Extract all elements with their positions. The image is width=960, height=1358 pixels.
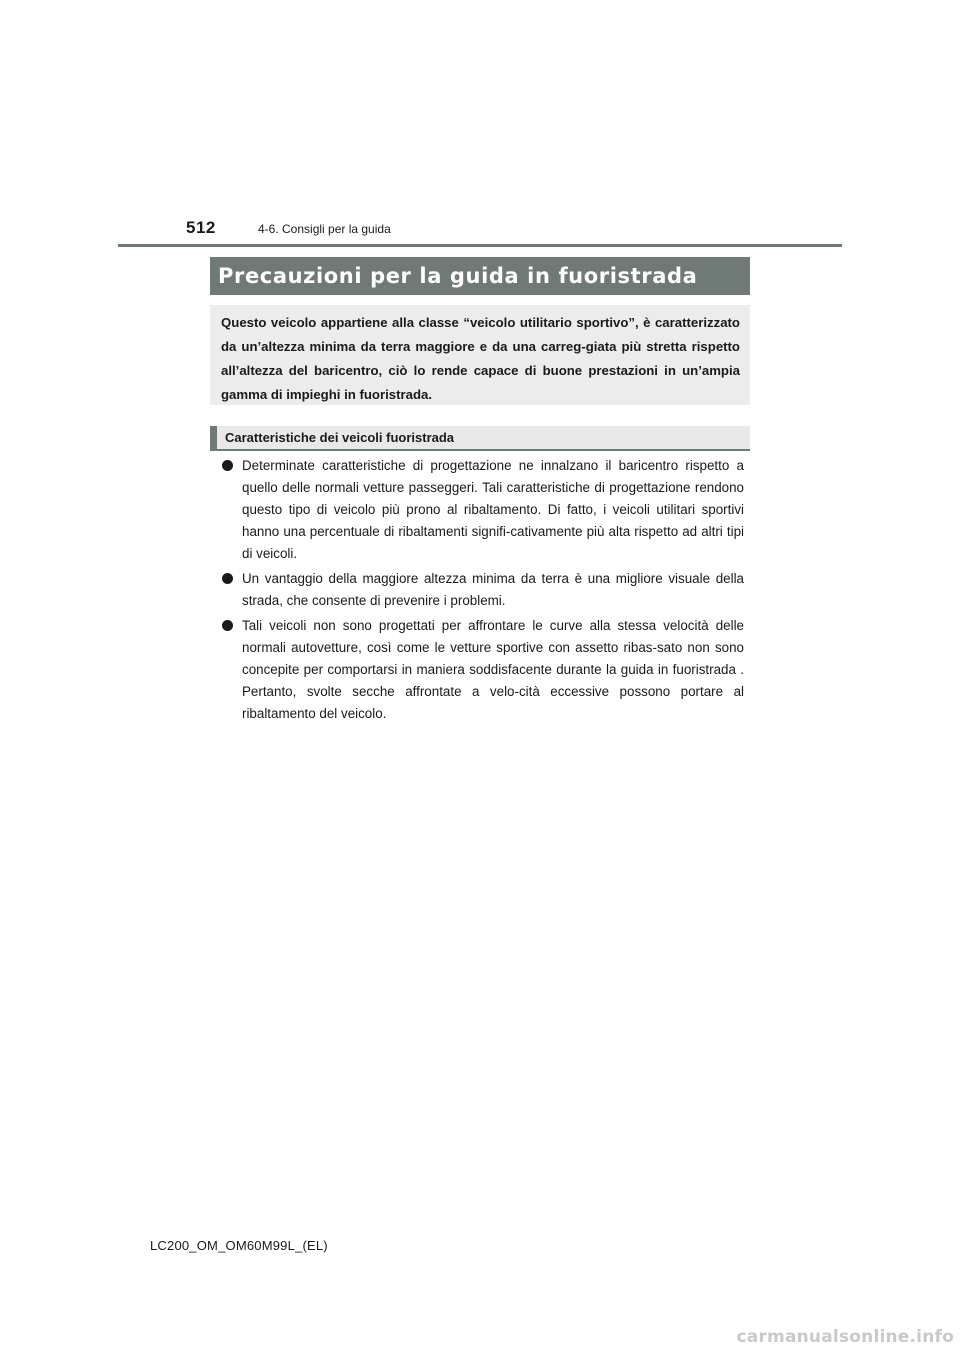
page-number: 512 bbox=[186, 218, 216, 237]
list-item-text: Determinate caratteristiche di progettazione ne innalzano il baricentro rispetto a quello delle normali vetture passeggeri. Tali caratteristiche di progettazione rendono questo tipo di veicolo più prono al ribaltamento. Di fatto, i veicoli utilitari sportivi hanno una percentuale di ribaltamenti signifi-cativamente più alta rispetto ad altri tipi di veicoli. bbox=[242, 458, 744, 561]
bullet-icon bbox=[222, 573, 233, 584]
bullet-icon bbox=[222, 460, 233, 471]
page-title: Precauzioni per la guida in fuoristrada bbox=[210, 257, 750, 295]
subsection-marker bbox=[210, 426, 217, 449]
list-item bbox=[222, 455, 744, 565]
list-item bbox=[222, 568, 744, 612]
subsection-title: Caratteristiche dei veicoli fuoristrada bbox=[225, 430, 455, 445]
list-item-text: Tali veicoli non sono progettati per affrontare le curve alla stessa velocità delle normali autovetture, così come le vetture sportive con assetto ribas-sato non sono concepite per comportarsi in maniera soddisfacente durante la guida in fuoristrada . Pertanto, svolte secche affrontate a velo-cità eccessive possono portare al ribaltamento del veicolo. bbox=[242, 618, 744, 721]
bullet-icon bbox=[222, 620, 233, 631]
document-code: LC200_OM_OM60M99L_(EL) bbox=[150, 1238, 328, 1253]
section-reference: 4-6. Consigli per la guida bbox=[258, 222, 391, 236]
subsection-header bbox=[210, 426, 750, 451]
intro-box bbox=[210, 305, 750, 405]
watermark: carmanualsonline.info bbox=[736, 1327, 954, 1347]
intro-text: Questo veicolo appartiene alla classe “veicolo utilitario sportivo”, è caratterizzato da un’altezza minima da terra maggiore e da una carreg-giata più stretta rispetto all’altezza del baricentro, ciò lo rende capace di buone prestazioni in un’ampia gamma di impieghi in fuoristrada. bbox=[221, 315, 740, 402]
header-divider bbox=[118, 244, 842, 247]
list-item-text: Un vantaggio della maggiore altezza minima da terra è una migliore visuale della strada, che consente di prevenire i problemi. bbox=[242, 571, 744, 608]
list-item bbox=[222, 615, 744, 725]
bullet-list bbox=[222, 455, 744, 728]
